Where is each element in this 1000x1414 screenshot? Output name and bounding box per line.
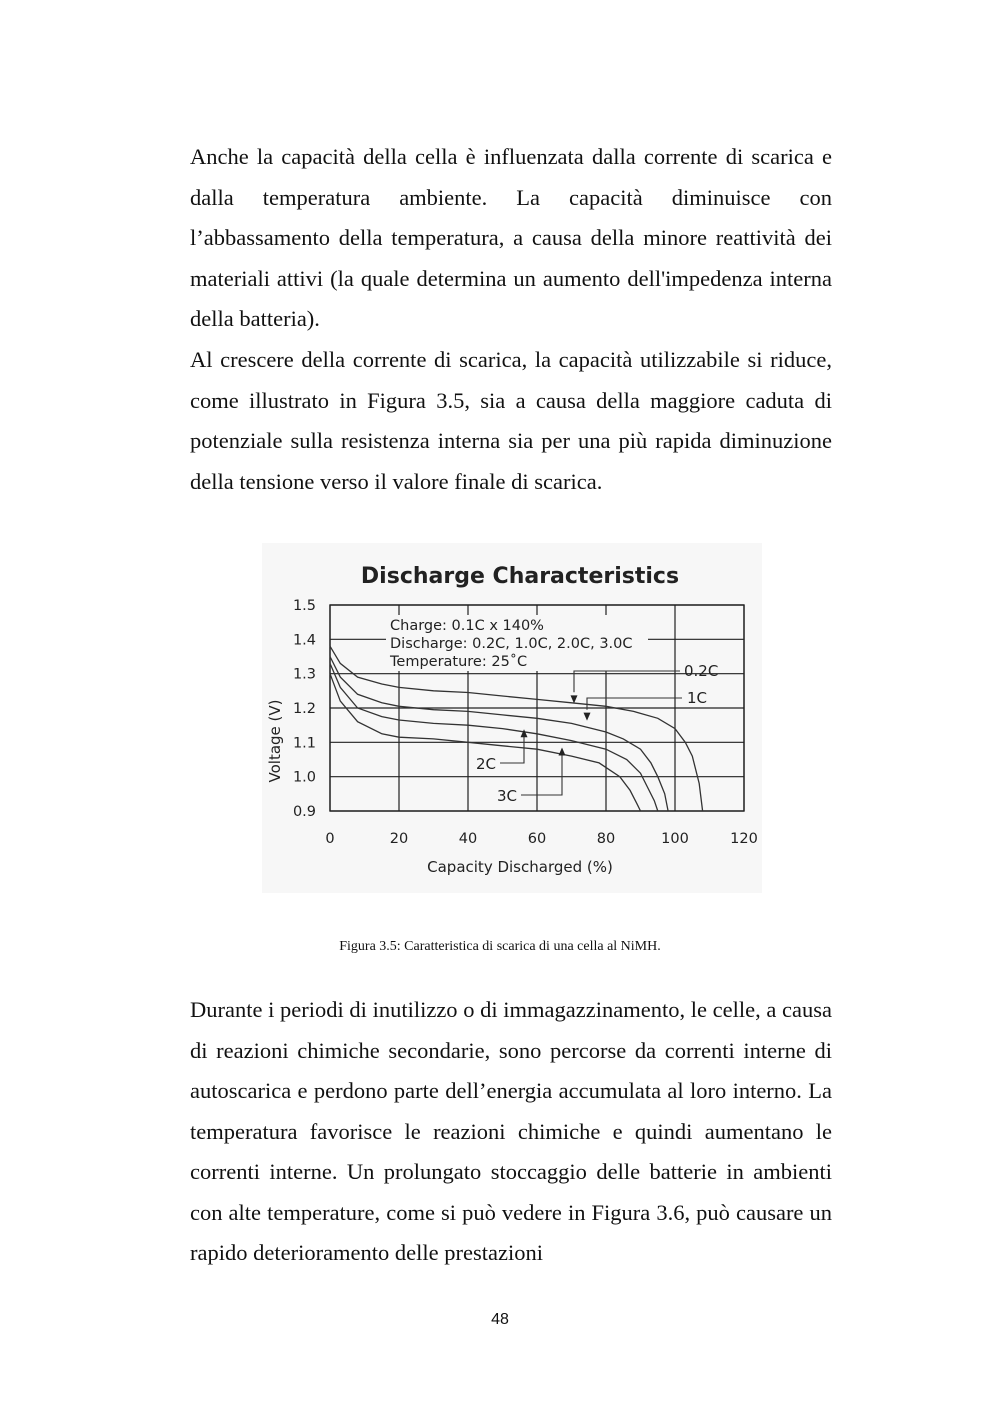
y-tick-label: 1.1 [292,735,316,752]
chart-series-labels [476,662,718,805]
y-tick-label: 1.4 [292,632,316,649]
x-tick-label: 120 [730,831,758,847]
y-tick-label: 0.9 [292,804,316,820]
chart-title: Discharge Characteristics [360,564,680,589]
page-number: 48 [491,1311,509,1328]
figure-caption: Figura 3.5: Caratteristica di scarica di una cella al NiMH. [339,939,661,954]
x-tick-label: 60 [527,831,547,847]
x-axis-label: Capacity Discharged (%) [427,858,613,876]
x-tick-label: 20 [389,831,409,847]
discharge-chart [262,543,762,893]
body-paragraph-2: Al crescere della corrente di scarica, la capacità utilizzabile si riduce, come illustrato in Figura 3.5, sia a causa della maggiore caduta di potenziale sulla resistenza interna sia per una più rapida diminuzione della tensione verso il valore finale di scarica. [190,347,832,494]
body-paragraph-1: Anche la capacità della cella è influenzata dalla corrente di scarica e dalla temperatura ambiente. La capacità diminuisce con l’abbassamento della temperatura, a causa della minore reattività dei materiali attivi (la quale determina un aumento dell'impedenza interna della batteria). [190,144,832,331]
series-label-2c: 2C [476,755,497,773]
series-label-0-2c: 0.2C [684,662,719,680]
x-tick-label: 80 [596,831,616,847]
chart-annotation-discharge: Discharge: 0.2C, 1.0C, 2.0C, 3.0C [390,636,633,652]
series-label-3c-leader [521,753,562,795]
chart-annotation-temperature: Temperature: 25˚C [390,654,528,670]
discharge-chart-figure [262,543,762,893]
y-tick-label: 1.5 [292,598,316,614]
series-label-3c-arrow [559,747,566,755]
series-label-3c: 3C [497,787,518,805]
series-label-2c-leader [500,735,524,763]
series-label-2c-arrow [521,729,528,737]
y-tick-label: 1.2 [292,701,316,717]
y-tick-label: 1.0 [292,769,316,786]
y-tick-label: 1.3 [292,666,316,683]
chart-annotation-charge: Charge: 0.1C x 140% [390,618,544,634]
body-paragraph-3: Durante i periodi di inutilizzo o di immagazzinamento, le celle, a causa di reazioni chimiche secondarie, sono percorse da correnti interne di autoscarica e perdono parte dell’energia accumulata al loro interno. La temperatura favorisce le reazioni chimiche e quindi aumentano le correnti interne. Un prolungato stoccaggio delle batterie in ambienti con alte temperature, come si può vedere in Figura 3.6, può causare un rapido deterioramento delle prestazioni [190,997,832,1265]
y-axis-label: Voltage (V) [266,699,284,783]
x-tick-label: 40 [458,831,478,847]
series-label-1c: 1C [687,689,708,707]
series-line-2c [330,663,658,811]
x-tick-label: 0 [325,831,335,847]
x-tick-label: 100 [661,831,689,847]
series-label-1c-arrow [584,713,591,721]
